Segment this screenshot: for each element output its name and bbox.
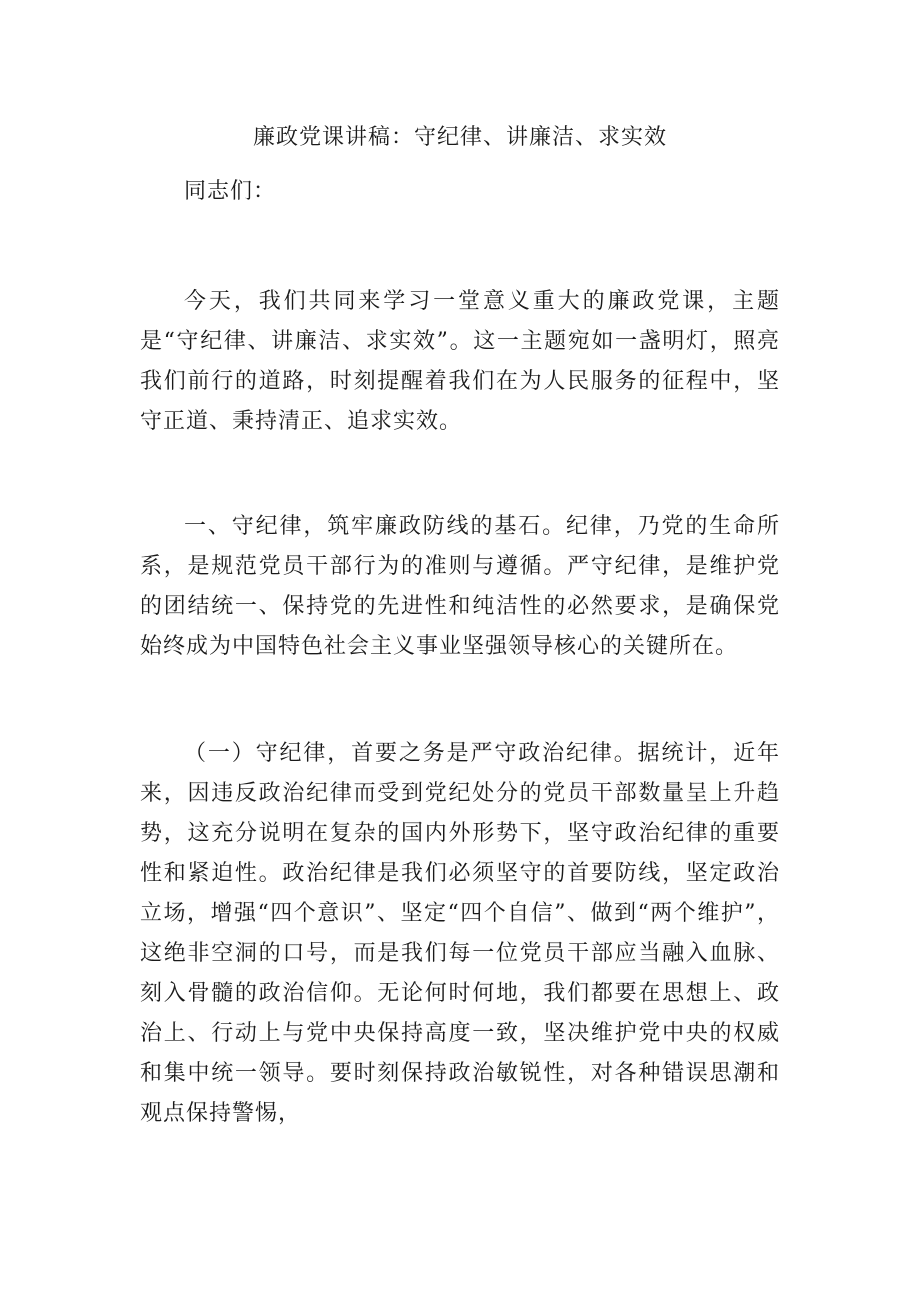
document-title: 廉政党课讲稿：守纪律、讲廉洁、求实效 <box>252 125 667 150</box>
paragraph-section-one: 一、守纪律，筑牢廉政防线的基石。纪律，乃党的生命所系，是规范党员干部行为的准则与遵循。严守纪律，是维护党的团结统一、保持党的先进性和纯洁性的必然要求，是确保党始终成为中国特色社会主义事业坚强领导核心的关键所在。 <box>140 514 780 659</box>
salutation: 同志们： <box>184 179 277 204</box>
paragraph-introduction: 今天，我们共同来学习一堂意义重大的廉政党课，主题是“守纪律、讲廉洁、求实效”。这一主题宛如一盏明灯，照亮我们前行的道路，时刻提醒着我们在为人民服务的征程中，坚守正道、秉持清正、追求实效。 <box>140 289 780 434</box>
paragraph-subsection-one: （一）守纪律，首要之务是严守政治纪律。据统计，近年来，因违反政治纪律而受到党纪处分的党员干部数量呈上升趋势，这充分说明在复杂的国内外形势下，坚守政治纪律的重要性和紧迫性。政治纪律是我们必须坚守的首要防线，坚定政治立场，增强“四个意识”、坚定“四个自信”、做到“两个维护”，这绝非空洞的口号，而是我们每一位党员干部应当融入血脉、刻入骨髓的政治信仰。无论何时何地，我们都要在思想上、政治上、行动上与党中央保持高度一致，坚决维护党中央的权威和集中统一领导。要时刻保持政治敏锐性，对各种错误思潮和观点保持警惕， <box>140 741 780 1126</box>
